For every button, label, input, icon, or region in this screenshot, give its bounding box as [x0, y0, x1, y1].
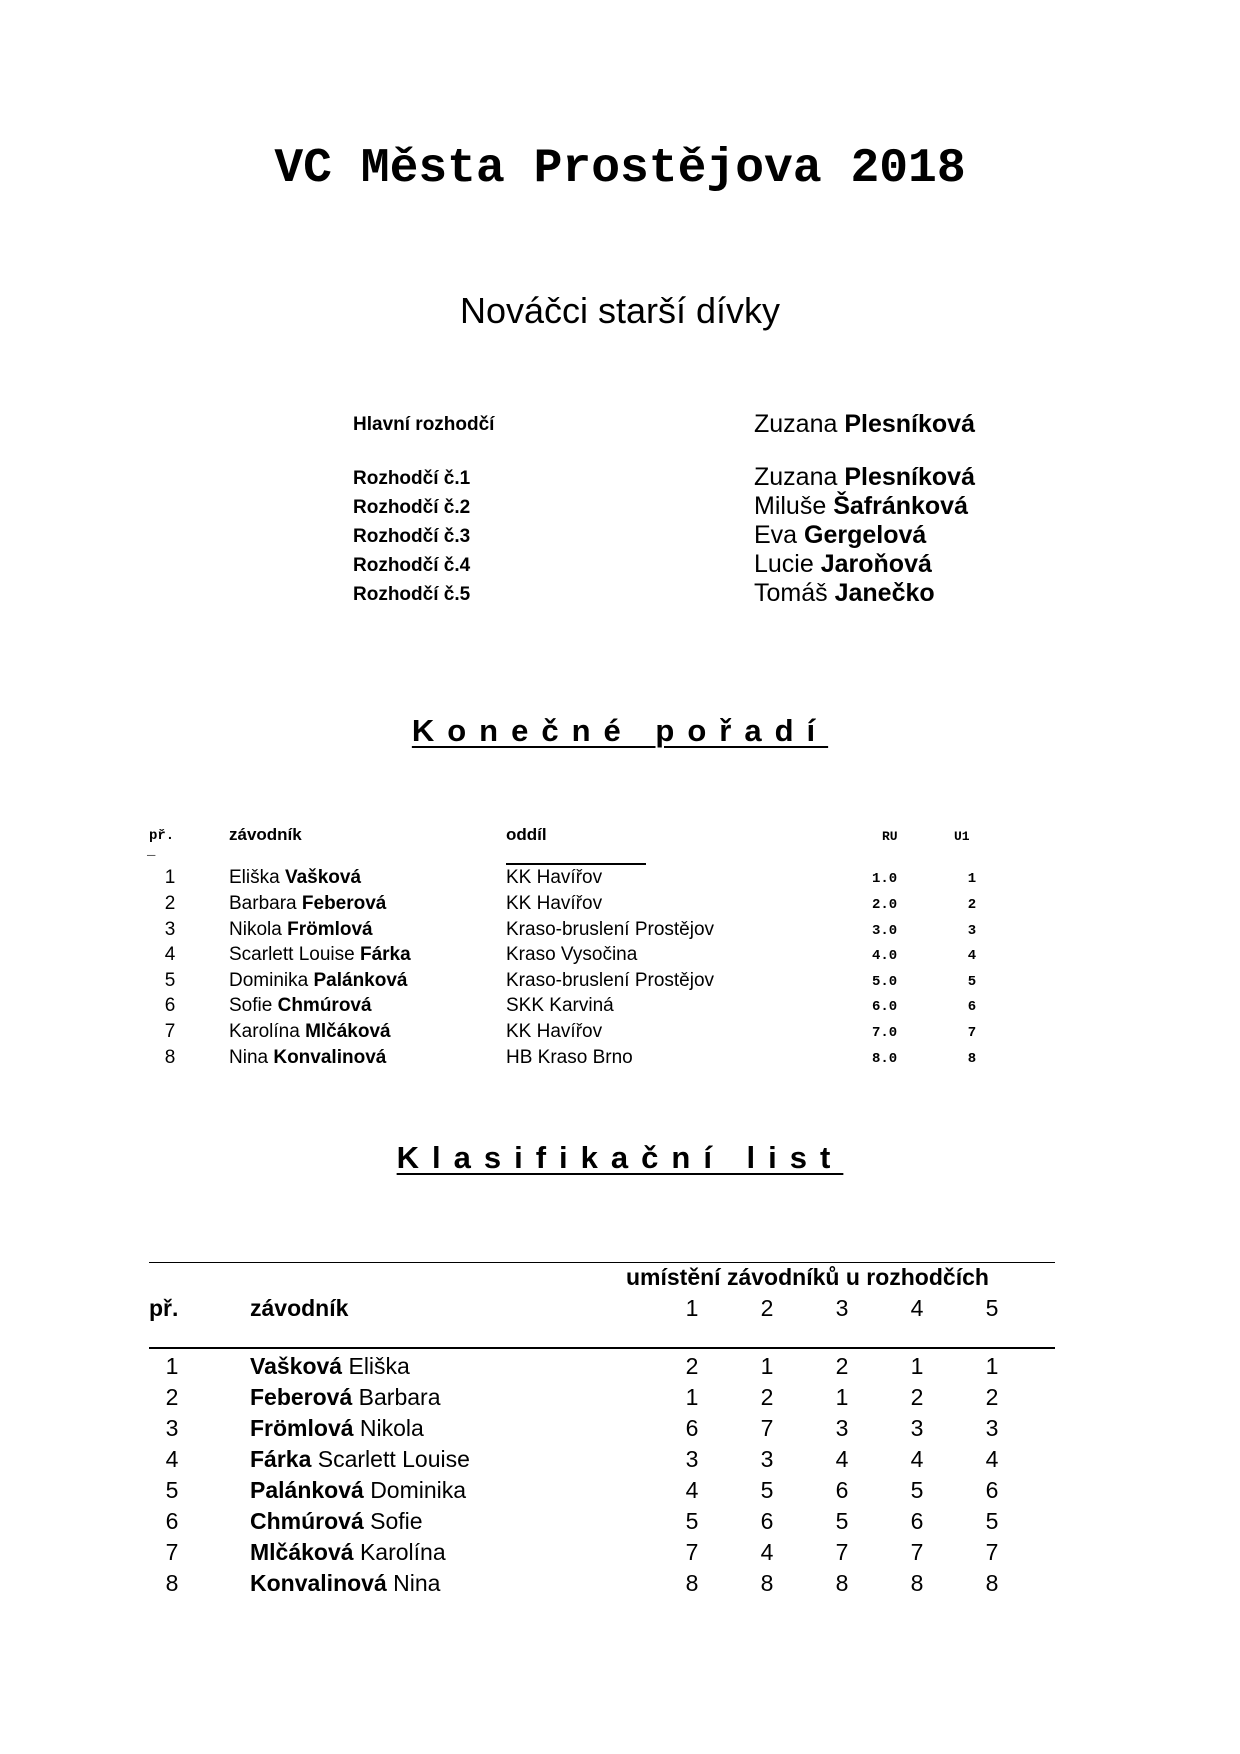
placement-cell: 8 — [760, 1570, 774, 1596]
last-name: Fárka — [250, 1446, 312, 1472]
judge-last-name: Plesníková — [844, 463, 975, 491]
judge-name — [754, 579, 935, 608]
competitor-cell — [250, 1539, 446, 1566]
column-header-ru: RU — [882, 829, 898, 844]
placement-cell: 7 — [760, 1415, 774, 1441]
classification-heading-text: Klasifikační list — [396, 1140, 844, 1175]
last-name: Fárka — [359, 944, 411, 965]
rank-cell: 5 — [165, 1477, 179, 1503]
first-name: Eliška — [348, 1353, 410, 1379]
placement-cell: 3 — [835, 1415, 849, 1441]
judge-first-name: Eva — [754, 521, 798, 549]
competitor-cell — [250, 1477, 466, 1504]
u1-cell: 5 — [967, 974, 977, 990]
placement-cell: 4 — [910, 1446, 924, 1472]
table-row — [0, 995, 1240, 1021]
table-row — [0, 1353, 1240, 1384]
placement-cell: 3 — [985, 1415, 999, 1441]
table-row — [0, 944, 1240, 970]
table-row — [0, 893, 1240, 919]
judge-last-name: Gergelová — [804, 521, 927, 549]
judge-last-name: Janečko — [834, 579, 935, 607]
placement-cell: 3 — [760, 1446, 774, 1472]
placement-cell: 4 — [685, 1477, 699, 1503]
judge-label: Rozhodčí č.2 — [353, 497, 471, 518]
first-name: Dominika — [370, 1477, 467, 1503]
competitor-cell — [229, 995, 372, 1017]
judge-first-name: Lucie — [754, 550, 814, 578]
placement-cell: 7 — [685, 1539, 699, 1565]
first-name: Sofie — [370, 1508, 423, 1534]
competitor-cell — [250, 1353, 410, 1380]
table-row — [0, 1021, 1240, 1047]
table-row — [0, 867, 1240, 893]
placement-cell: 4 — [835, 1446, 849, 1472]
last-name: Frömlová — [287, 919, 373, 940]
rank-cell: 6 — [165, 1508, 179, 1534]
rank-cell: 7 — [165, 1539, 179, 1565]
competitor-cell — [229, 893, 386, 915]
competitor-cell — [229, 1047, 386, 1069]
placement-cell: 6 — [760, 1508, 774, 1534]
club-cell: Kraso-bruslení Prostějov — [506, 970, 715, 991]
competitor-cell — [229, 919, 373, 941]
table-row — [0, 1477, 1240, 1508]
page-title: VC Města Prostějova 2018 — [274, 142, 966, 196]
referee-first-name: Zuzana — [754, 410, 838, 438]
ru-cell: 6.0 — [872, 999, 898, 1015]
column-header-club: oddíl — [506, 825, 547, 844]
ru-cell: 1.0 — [872, 871, 898, 887]
placement-cell: 6 — [910, 1508, 924, 1534]
first-name: Karolína — [359, 1539, 446, 1565]
placement-cell: 6 — [985, 1477, 999, 1503]
rank-cell: 8 — [165, 1570, 179, 1596]
table-row — [0, 970, 1240, 996]
judge-label: Rozhodčí č.3 — [353, 526, 471, 547]
first-name: Karolína — [229, 1021, 300, 1042]
first-name: Eliška — [229, 867, 280, 888]
u1-cell: 4 — [967, 948, 977, 964]
u1-cell: 1 — [967, 871, 977, 887]
column-header-u1: U1 — [954, 829, 970, 844]
judge-first-name: Miluše — [754, 492, 827, 520]
judge-number: 3 — [835, 1295, 849, 1321]
ru-cell: 2.0 — [872, 897, 898, 913]
judge-number: 4 — [910, 1295, 924, 1321]
judge-label: Rozhodčí č.5 — [353, 584, 471, 605]
competitor-cell — [250, 1446, 470, 1473]
judge-number: 2 — [760, 1295, 774, 1321]
column-header-name: závodník — [250, 1295, 349, 1321]
final-results-heading-text: Konečné pořadí — [411, 713, 829, 748]
placement-cell: 6 — [835, 1477, 849, 1503]
first-name: Nina — [229, 1047, 269, 1068]
referee-last-name: Plesníková — [844, 410, 975, 438]
ru-cell: 3.0 — [872, 923, 898, 939]
competitor-cell — [229, 1021, 391, 1043]
judge-label: Rozhodčí č.1 — [353, 468, 471, 489]
placement-cell: 2 — [910, 1384, 924, 1410]
placement-cell: 7 — [985, 1539, 999, 1565]
rank-cell: 1 — [165, 1353, 179, 1379]
placement-cell: 7 — [835, 1539, 849, 1565]
club-cell: HB Kraso Brno — [506, 1047, 633, 1068]
last-name: Chmúrová — [277, 995, 372, 1016]
rank-cell: 4 — [164, 944, 176, 965]
u1-cell: 3 — [967, 923, 977, 939]
first-name: Nikola — [359, 1415, 424, 1441]
judge-number: 5 — [985, 1295, 999, 1321]
u1-cell: 8 — [967, 1051, 977, 1067]
category-title: Nováčci starší dívky — [459, 290, 781, 331]
first-name: Barbara — [229, 893, 297, 914]
u1-cell: 6 — [967, 999, 977, 1015]
placement-cell: 8 — [835, 1570, 849, 1596]
first-name: Nina — [393, 1570, 441, 1596]
club-cell: Kraso-bruslení Prostějov — [506, 919, 715, 940]
ru-cell: 8.0 — [872, 1051, 898, 1067]
rank-cell: 8 — [164, 1047, 176, 1068]
rank-cell: 3 — [165, 1415, 179, 1441]
judge-last-name: Jaroňová — [820, 550, 932, 578]
placement-cell: 1 — [685, 1384, 699, 1410]
competitor-cell — [229, 944, 411, 966]
placement-cell: 5 — [685, 1508, 699, 1534]
judge-number-header — [0, 1295, 1240, 1326]
competitor-cell — [250, 1570, 440, 1597]
placement-cell: 4 — [760, 1539, 774, 1565]
judges-group-header: umístění závodníků u rozhodčích — [626, 1264, 989, 1290]
first-name: Barbara — [358, 1384, 441, 1410]
competitor-cell — [229, 970, 407, 992]
ru-cell: 5.0 — [872, 974, 898, 990]
placement-cell: 5 — [985, 1508, 999, 1534]
last-name: Vašková — [284, 867, 362, 888]
club-cell: Kraso Vysočina — [506, 944, 638, 965]
rank-cell: 5 — [164, 970, 176, 991]
judge-name — [754, 550, 932, 579]
header-underline-mark: _ — [147, 843, 156, 859]
last-name: Feberová — [301, 893, 387, 914]
placement-cell: 2 — [985, 1384, 999, 1410]
judge-first-name: Tomáš — [754, 579, 828, 607]
header-bottom-rule — [149, 1347, 1055, 1349]
final-results-heading — [0, 713, 1240, 749]
table-row — [0, 1539, 1240, 1570]
ru-cell: 7.0 — [872, 1025, 898, 1041]
table-row — [0, 1415, 1240, 1446]
placement-cell: 1 — [760, 1353, 774, 1379]
last-name: Mlčáková — [305, 1021, 391, 1042]
last-name: Palánková — [313, 970, 408, 991]
placement-cell: 7 — [910, 1539, 924, 1565]
placement-cell: 1 — [910, 1353, 924, 1379]
table-row — [0, 1570, 1240, 1601]
column-header-rank: př. — [149, 1295, 179, 1321]
club-cell: KK Havířov — [506, 867, 603, 888]
judge-name — [754, 492, 968, 521]
judge-first-name: Zuzana — [754, 463, 838, 491]
placement-cell: 1 — [835, 1384, 849, 1410]
placement-cell: 5 — [910, 1477, 924, 1503]
first-name: Sofie — [229, 995, 273, 1016]
first-name: Dominika — [229, 970, 309, 991]
last-name: Mlčáková — [250, 1539, 354, 1565]
ru-cell: 4.0 — [872, 948, 898, 964]
rank-cell: 2 — [165, 1384, 179, 1410]
rank-cell: 7 — [164, 1021, 176, 1042]
table-top-rule — [149, 1262, 1055, 1263]
last-name: Palánková — [250, 1477, 364, 1503]
competitor-cell — [250, 1384, 440, 1411]
u1-cell: 2 — [967, 897, 977, 913]
table-row — [0, 1446, 1240, 1477]
last-name: Frömlová — [250, 1415, 354, 1441]
last-name: Feberová — [250, 1384, 353, 1410]
referee-name — [754, 410, 975, 439]
club-cell: KK Havířov — [506, 1021, 603, 1042]
judge-last-name: Šafránková — [833, 492, 968, 520]
table-row — [0, 1508, 1240, 1539]
competitor-cell — [229, 867, 361, 889]
table-row — [0, 1047, 1240, 1073]
u1-cell: 7 — [967, 1025, 977, 1041]
placement-cell: 2 — [835, 1353, 849, 1379]
club-header-underline — [506, 863, 646, 865]
club-cell: KK Havířov — [506, 893, 603, 914]
last-name: Vašková — [250, 1353, 343, 1379]
last-name: Konvalinová — [273, 1047, 387, 1068]
last-name: Chmúrová — [250, 1508, 364, 1534]
placement-cell: 3 — [685, 1446, 699, 1472]
rank-cell: 2 — [164, 893, 176, 914]
competitor-cell — [250, 1508, 423, 1535]
placement-cell: 8 — [685, 1570, 699, 1596]
competitor-cell — [250, 1415, 424, 1442]
referee-label: Hlavní rozhodčí — [353, 414, 495, 435]
judge-number: 1 — [685, 1295, 699, 1321]
rank-cell: 6 — [164, 995, 176, 1016]
club-cell: SKK Karviná — [506, 995, 614, 1016]
column-header-rank: př. — [149, 828, 175, 844]
placement-cell: 5 — [835, 1508, 849, 1534]
table-row — [0, 1384, 1240, 1415]
last-name: Konvalinová — [250, 1570, 387, 1596]
first-name: Scarlett Louise — [317, 1446, 470, 1472]
judge-name — [754, 521, 926, 550]
placement-cell: 6 — [685, 1415, 699, 1441]
placement-cell: 5 — [760, 1477, 774, 1503]
placement-cell: 8 — [910, 1570, 924, 1596]
placement-cell: 2 — [685, 1353, 699, 1379]
placement-cell: 2 — [760, 1384, 774, 1410]
rank-cell: 1 — [164, 867, 176, 888]
placement-cell: 1 — [985, 1353, 999, 1379]
first-name: Nikola — [229, 919, 282, 940]
placement-cell: 8 — [985, 1570, 999, 1596]
placement-cell: 3 — [910, 1415, 924, 1441]
placement-cell: 4 — [985, 1446, 999, 1472]
rank-cell: 3 — [164, 919, 176, 940]
table-row — [0, 919, 1240, 945]
judge-label: Rozhodčí č.4 — [353, 555, 471, 576]
judge-name — [754, 463, 975, 492]
rank-cell: 4 — [165, 1446, 179, 1472]
first-name: Scarlett Louise — [229, 944, 355, 965]
column-header-name: závodník — [229, 825, 302, 844]
classification-heading — [0, 1140, 1240, 1176]
